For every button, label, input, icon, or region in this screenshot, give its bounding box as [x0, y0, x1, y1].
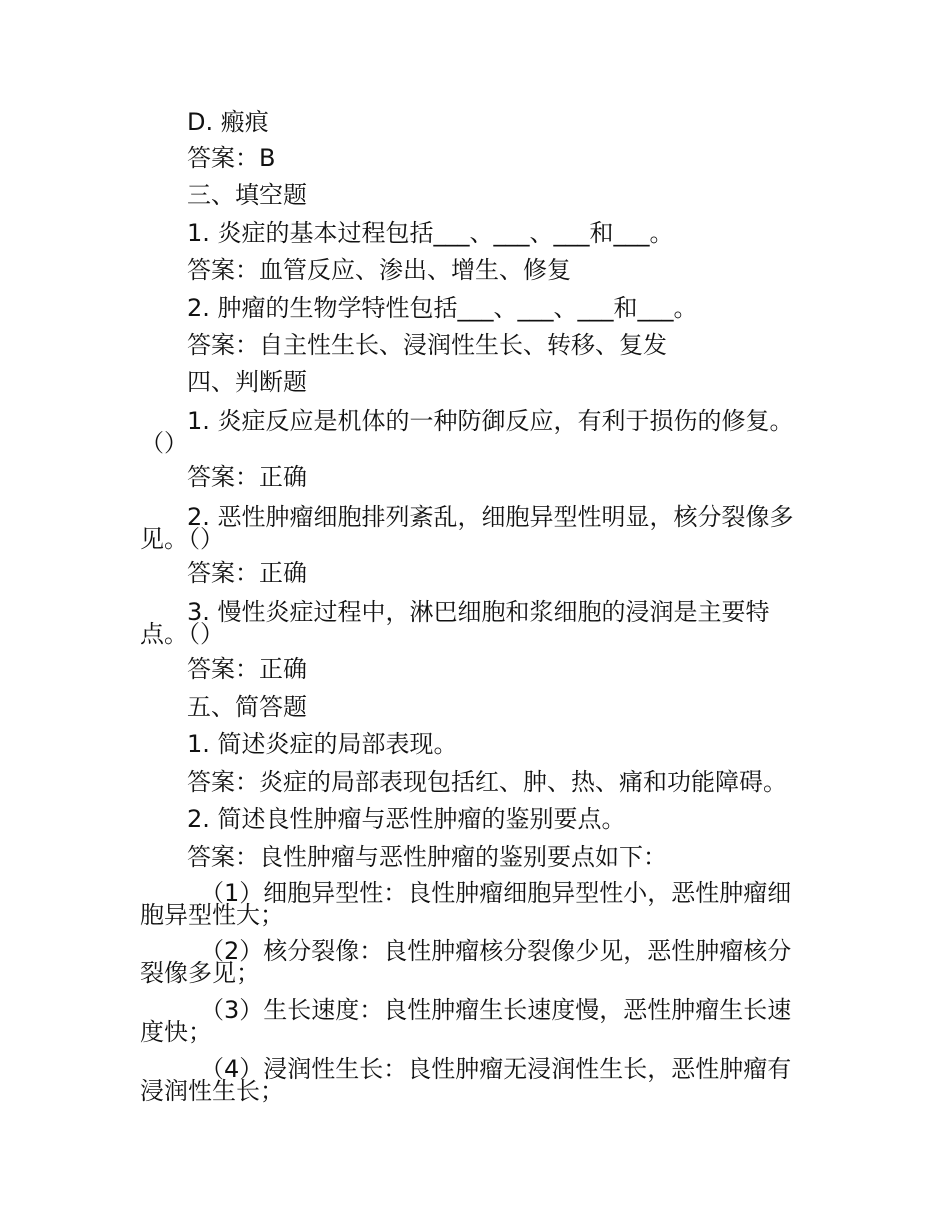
answer-point: （3）生长速度：良性肿瘤生长速度慢，恶性肿瘤生长速度快； — [140, 996, 792, 1046]
fill-blank-question: 2. 肿瘤的生物学特性包括___、___、___和___。 — [187, 294, 698, 322]
section-heading: 三、填空题 — [187, 181, 307, 209]
section-heading: 五、简答题 — [187, 693, 307, 721]
section-heading: 四、判断题 — [187, 368, 307, 396]
answer-line: 答案：良性肿瘤与恶性肿瘤的鉴别要点如下： — [187, 843, 667, 871]
answer-point: （4）浸润性生长：良性肿瘤无浸润性生长，恶性肿瘤有浸润性生长； — [140, 1055, 792, 1105]
answer-line: 答案：正确 — [187, 463, 307, 491]
answer-line: 答案：血管反应、渗出、增生、修复 — [187, 256, 571, 284]
answer-line: 答案：正确 — [187, 655, 307, 683]
short-answer-question: 2. 简述良性肿瘤与恶性肿瘤的鉴别要点。 — [187, 805, 626, 833]
answer-point: （1）细胞异型性：良性肿瘤细胞异型性小，恶性肿瘤细胞异型性大； — [140, 879, 792, 929]
answer-line: 答案：正确 — [187, 559, 307, 587]
answer-point: （2）核分裂像：良性肿瘤核分裂像少见，恶性肿瘤核分裂像多见； — [140, 937, 792, 987]
answer-line: 答案：自主性生长、浸润性生长、转移、复发 — [187, 331, 667, 359]
short-answer-question: 1. 简述炎症的局部表现。 — [187, 730, 458, 758]
judge-question: 1. 炎症反应是机体的一种防御反应，有利于损伤的修复。（） — [140, 407, 794, 457]
judge-question: 3. 慢性炎症过程中，淋巴细胞和浆细胞的浸润是主要特点。（） — [140, 598, 770, 648]
option-d: D. 瘢痕 — [187, 108, 269, 136]
answer-line: 答案：B — [187, 144, 276, 172]
fill-blank-question: 1. 炎症的基本过程包括___、___、___和___。 — [187, 219, 674, 247]
judge-question: 2. 恶性肿瘤细胞排列紊乱，细胞异型性明显，核分裂像多见。（） — [140, 503, 794, 553]
answer-line: 答案：炎症的局部表现包括红、肿、热、痛和功能障碍。 — [187, 768, 787, 796]
